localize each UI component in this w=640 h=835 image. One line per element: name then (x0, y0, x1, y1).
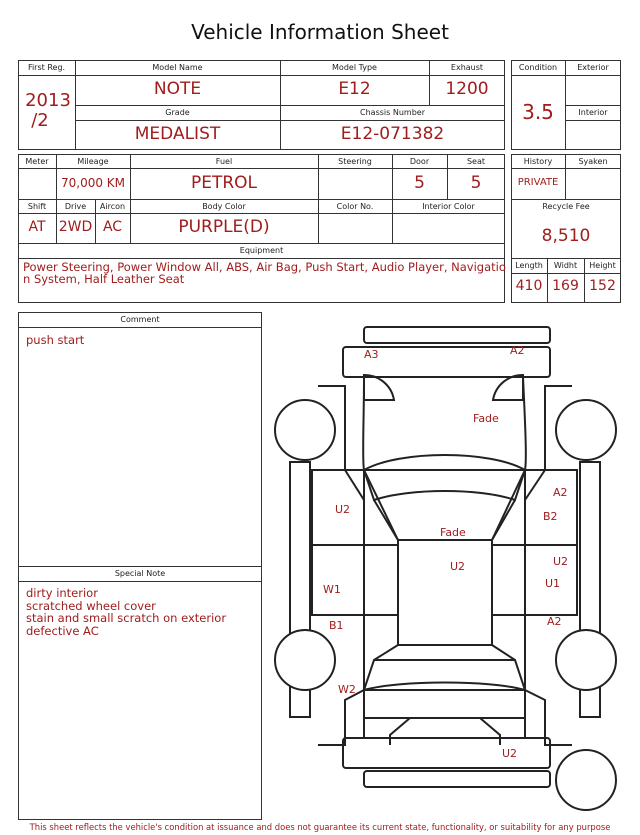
roof (398, 540, 492, 645)
width-label: Widht (553, 261, 578, 270)
mark-roof: U2 (450, 560, 466, 573)
seat-label: Seat (466, 157, 486, 166)
interior-color-label: Interior Color (422, 202, 475, 211)
color-no-label: Color No. (336, 202, 374, 211)
roof-rear (374, 645, 515, 660)
exterior-label: Exterior (577, 63, 609, 72)
shift-value: AT (28, 219, 46, 235)
mark-left-rear-fender: B1 (329, 619, 344, 632)
comment-label: Comment (120, 315, 160, 324)
hood (363, 377, 526, 470)
equipment-line-1: Power Steering, Power Window All, ABS, Air Bag, Push Start, Audio Player, Navigatio (23, 260, 506, 274)
trunk (364, 690, 525, 718)
height-label: Height (589, 261, 616, 270)
grade-value: MEDALIST (134, 124, 221, 144)
rear-window (364, 660, 525, 690)
page-title: Vehicle Information Sheet (191, 20, 449, 44)
equipment-label: Equipment (239, 246, 284, 255)
mark-front-bumper-right: A2 (510, 344, 525, 357)
aircon-value: AC (102, 219, 123, 235)
mark-roof-fade: Fade (440, 526, 466, 539)
mileage-label: Mileage (77, 157, 109, 166)
mark-right-rear-door-a: U2 (553, 555, 569, 568)
fuel-value: PETROL (190, 173, 258, 193)
mark-right-rear-door-b: U1 (545, 577, 561, 590)
mark-left-rear-door: W1 (323, 583, 341, 596)
first-reg-month: /2 (31, 110, 49, 131)
exhaust-label: Exhaust (450, 63, 484, 72)
steering-label: Steering (338, 157, 372, 166)
model-type-value: E12 (338, 79, 371, 99)
syaken-label: Syaken (578, 157, 608, 166)
meter-label: Meter (25, 157, 49, 166)
right-headlight (493, 375, 523, 400)
seat-value: 5 (470, 173, 482, 193)
body-color-label: Body Color (202, 202, 246, 211)
drive-value: 2WD (58, 219, 93, 235)
mark-hood: Fade (473, 412, 499, 425)
model-type-label: Model Type (332, 63, 377, 72)
first-reg-label: First Reg. (27, 63, 66, 72)
windshield (364, 455, 525, 500)
special-note-label: Special Note (114, 569, 166, 578)
comment-text: push start (26, 333, 85, 347)
mark-front-bumper: A3 (364, 348, 379, 361)
equipment-line-2: n System, Half Leather Seat (23, 272, 185, 286)
rear-bumper-bottom (364, 771, 550, 787)
mileage-value: 70,000 KM (60, 176, 126, 190)
spare-wheel (556, 750, 616, 810)
drive-label: Drive (64, 202, 87, 211)
chassis-label: Chassis Number (360, 108, 425, 117)
right-front-door (525, 470, 577, 545)
length-value: 410 (515, 278, 543, 294)
mark-right-front-door-b: B2 (543, 510, 558, 523)
aircon-label: Aircon (99, 202, 126, 211)
mark-left-front-door: U2 (335, 503, 351, 516)
recycle-fee-value: 8,510 (541, 226, 591, 246)
special-note-3: stain and small scratch on exterior (26, 611, 227, 625)
model-name-label: Model Name (152, 63, 203, 72)
front-bumper-top (364, 327, 550, 343)
history-value: PRIVATE (517, 177, 559, 188)
body-color-value: PURPLE(D) (178, 217, 270, 237)
exhaust-value: 1200 (445, 79, 489, 99)
door-label: Door (409, 157, 430, 166)
special-note-1: dirty interior (26, 586, 98, 600)
special-note-4: defective AC (26, 623, 99, 638)
height-value: 152 (589, 278, 616, 294)
fuel-label: Fuel (215, 157, 233, 166)
mark-left-rear-wheel: W2 (338, 683, 356, 696)
right-front-wheel (556, 400, 616, 460)
first-reg-year: 2013 (25, 90, 71, 111)
chassis-value: E12-071382 (340, 124, 445, 144)
recycle-fee-label: Recycle Fee (542, 202, 590, 211)
rear-bumper (343, 738, 550, 768)
condition-label: Condition (518, 63, 558, 72)
mark-right-rear-fender: A2 (547, 615, 562, 628)
right-rear-wheel (556, 630, 616, 690)
footer-disclaimer: This sheet reflects the vehicle's condition at issuance and does not guarantee its current state, functionality, or suitability for any purpose (29, 822, 611, 832)
left-rear-door (312, 545, 364, 615)
left-rear-wheel (275, 630, 335, 690)
shift-label: Shift (27, 202, 47, 211)
door-value: 5 (414, 173, 425, 193)
model-name-value: NOTE (153, 79, 202, 99)
mark-right-front-door-a: A2 (553, 486, 568, 499)
grade-label: Grade (165, 108, 190, 117)
condition-value: 3.5 (522, 100, 554, 124)
length-label: Length (515, 261, 543, 270)
left-headlight (364, 375, 394, 400)
left-front-wheel (275, 400, 335, 460)
interior-label: Interior (578, 108, 608, 117)
mark-rear-bumper: U2 (502, 747, 518, 760)
special-note-2: scratched wheel cover (26, 598, 156, 613)
history-label: History (523, 157, 553, 166)
width-value: 169 (552, 278, 579, 294)
